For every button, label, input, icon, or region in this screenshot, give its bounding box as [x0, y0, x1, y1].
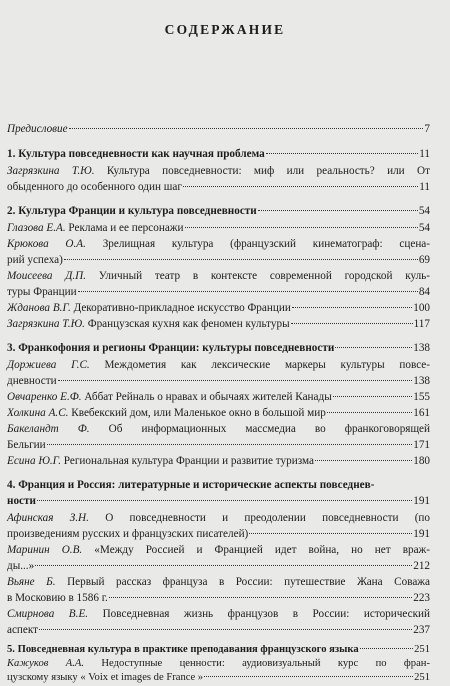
- entry-title: Об информационных массмедиа во франкоговорящей: [108, 423, 431, 435]
- dot-leader: [183, 186, 418, 187]
- page-number: 11: [419, 181, 430, 193]
- page-number: 251: [414, 644, 430, 655]
- section-title-cont: ности: [7, 495, 36, 507]
- entry-title-cont: аспект: [7, 624, 39, 636]
- entry-title: О повседневности и преодолении повседневности (по: [105, 512, 431, 524]
- page-number: 191: [413, 495, 430, 507]
- entry-title: Декоративно-прикладное искусство Франции: [73, 302, 291, 314]
- entry-title-cont: рий успеха): [7, 254, 63, 266]
- page-number: 54: [418, 205, 430, 217]
- section-title: 4. Франция и Россия: литературные и исторические аспекты повседнев-: [7, 479, 375, 491]
- toc-entry-cont[interactable]: [7, 252, 430, 268]
- toc-entry[interactable]: [7, 220, 430, 236]
- entry-title: Междометия как лексические маркеры культуры повсе-: [104, 359, 431, 371]
- entry-title: Повседневная жизнь французов в России: исторический: [102, 608, 430, 620]
- entry-author: Афинская З.Н.: [7, 512, 89, 524]
- section-heading-1[interactable]: [7, 146, 430, 162]
- dot-leader: [78, 291, 418, 292]
- dot-leader: [291, 323, 413, 324]
- entry-author: Бакеландт Ф.: [7, 423, 90, 435]
- entry-author: Доржиева Г.С.: [7, 359, 90, 371]
- section-title: 1. Культура повседневности как научная проблема: [7, 148, 265, 160]
- toc-entry[interactable]: [7, 542, 430, 558]
- dot-leader: [35, 565, 412, 566]
- toc-entry-cont[interactable]: [7, 437, 430, 453]
- entry-title: «Между Россией и Францией идет война, но нет враж-: [94, 544, 430, 556]
- page-number: 117: [413, 318, 430, 330]
- dot-leader: [37, 500, 412, 501]
- section-title: 5. Повседневная культура в практике преподавания французского языка: [7, 644, 359, 655]
- entry-title-cont: Бельгии: [7, 439, 46, 451]
- entry-title: Уличный театр в контексте современной городской куль-: [98, 270, 430, 282]
- page-title: СОДЕРЖАНИЕ: [164, 22, 286, 37]
- entry-title: Квебекский дом, или Маленькое окно в большой мир: [71, 407, 326, 419]
- dot-leader: [185, 227, 418, 228]
- entry-title: Недоступные ценности: аудиовизуальный курс по фран-: [101, 658, 430, 669]
- page-number: 138: [413, 375, 430, 387]
- section-heading-3[interactable]: [7, 340, 430, 356]
- dot-leader: [249, 533, 412, 534]
- entry-author: Смирнова В.Е.: [7, 608, 89, 620]
- toc-entry-cont[interactable]: [7, 558, 430, 574]
- dot-leader: [109, 597, 412, 598]
- toc-entry[interactable]: [7, 357, 430, 373]
- entry-author: Загрязкина Т.Ю.: [7, 318, 85, 330]
- dot-leader: [315, 460, 412, 461]
- toc-entry-cont[interactable]: [7, 373, 430, 389]
- entry-title: Региональная культура Франции и развитие туризма: [63, 455, 314, 467]
- toc-entry-cont[interactable]: [7, 284, 430, 300]
- page-number: 11: [419, 148, 430, 160]
- entry-author: Моисеева Д.П.: [7, 270, 86, 282]
- dot-leader: [266, 153, 419, 154]
- page-number: 7: [424, 123, 430, 135]
- toc-entry-cont[interactable]: [7, 179, 430, 195]
- section-heading-4[interactable]: [7, 477, 430, 493]
- entry-title-cont: ды...»: [7, 560, 35, 572]
- dot-leader: [39, 629, 412, 630]
- toc-entry[interactable]: [7, 405, 430, 421]
- entry-author: Есина Ю.Г.: [7, 455, 61, 467]
- toc-entry[interactable]: [7, 453, 430, 469]
- page-number: 251: [414, 672, 430, 683]
- toc-entry[interactable]: [7, 421, 430, 437]
- toc-preface[interactable]: [7, 121, 430, 137]
- section-title: 3. Франкофония и регионы Франции: культуры повседневности: [7, 342, 335, 354]
- dot-leader: [327, 412, 412, 413]
- toc-entry[interactable]: [7, 389, 430, 405]
- page-number: 100: [413, 302, 430, 314]
- toc-entry-cont[interactable]: [7, 622, 430, 638]
- page-number: 84: [418, 286, 430, 298]
- entry-title: Культура повседневности: миф или реальность? или От: [106, 165, 430, 177]
- toc-entry[interactable]: [7, 163, 430, 179]
- entry-title-cont: туры Франции: [7, 286, 77, 298]
- entry-title-cont: цузскому языку « Voix et images de France »: [7, 672, 204, 683]
- entry-title-cont: произведениям русских и французских писателей): [7, 528, 249, 540]
- toc-entry[interactable]: [7, 606, 430, 622]
- entry-author: Крюкова О.А.: [7, 238, 86, 250]
- page-number: 237: [413, 624, 430, 636]
- dot-leader: [335, 347, 412, 348]
- page-number: 180: [413, 455, 430, 467]
- page-number: 171: [413, 439, 430, 451]
- entry-title: Аббат Рейналь о нравах и обычаях жителей Канады: [84, 391, 332, 403]
- dot-leader: [258, 210, 418, 211]
- toc-entry[interactable]: [7, 510, 430, 526]
- page-number: 69: [418, 254, 430, 266]
- section-heading-4-cont[interactable]: [7, 493, 430, 509]
- toc-entry[interactable]: [7, 300, 430, 316]
- entry-title-cont: в Московию в 1586 г.: [7, 592, 108, 604]
- toc-entry[interactable]: [7, 268, 430, 284]
- entry-title: Первый рассказ француза в России: путешествие Жана Соважа: [67, 576, 430, 588]
- toc-entry[interactable]: [7, 316, 430, 332]
- dot-leader: [47, 444, 413, 445]
- dot-leader: [292, 307, 412, 308]
- entry-title-cont: обыденного до особенного один шаг: [7, 181, 182, 193]
- entry-author: Жданова В.Г.: [7, 302, 71, 314]
- dot-leader: [360, 648, 413, 649]
- toc-entry[interactable]: [7, 574, 430, 590]
- dot-leader: [69, 128, 424, 129]
- dot-leader: [64, 259, 418, 260]
- page-number: 212: [413, 560, 430, 572]
- entry-title: Зрелищная культура (французский кинематограф: сцена-: [102, 238, 430, 250]
- entry-author: Холкина А.С.: [7, 407, 69, 419]
- entry-author: Маринин О.В.: [7, 544, 83, 556]
- section-title: 2. Культура Франции и культура повседневности: [7, 205, 257, 217]
- page-number: 155: [413, 391, 430, 403]
- page-number: 161: [413, 407, 430, 419]
- page-number: 191: [413, 528, 430, 540]
- entry-title: Французская кухня как феномен культуры: [87, 318, 290, 330]
- entry-title-cont: дневности: [7, 375, 57, 387]
- entry-author: Кажуков А.А.: [7, 658, 84, 669]
- entry-author: Глазова Е.А.: [7, 222, 66, 234]
- entry-author: Загрязкина Т.Ю.: [7, 165, 95, 177]
- toc-entry[interactable]: [7, 236, 430, 252]
- page-number: 54: [418, 222, 430, 234]
- toc-entry-cont[interactable]: [7, 526, 430, 542]
- page-number: 223: [413, 592, 430, 604]
- dot-leader: [204, 676, 413, 677]
- dot-leader: [333, 396, 413, 397]
- entry-title: Реклама и ее персонажи: [68, 222, 184, 234]
- toc-entry-cont[interactable]: [7, 670, 430, 686]
- toc-entry-cont[interactable]: [7, 590, 430, 606]
- dot-leader: [58, 380, 413, 381]
- section-heading-2[interactable]: [7, 203, 430, 219]
- page-number: 138: [413, 342, 430, 354]
- preface-label: Предисловие: [7, 123, 68, 135]
- entry-author: Вьяне Б.: [7, 576, 56, 588]
- entry-author: Овчаренко Е.Ф.: [7, 391, 82, 403]
